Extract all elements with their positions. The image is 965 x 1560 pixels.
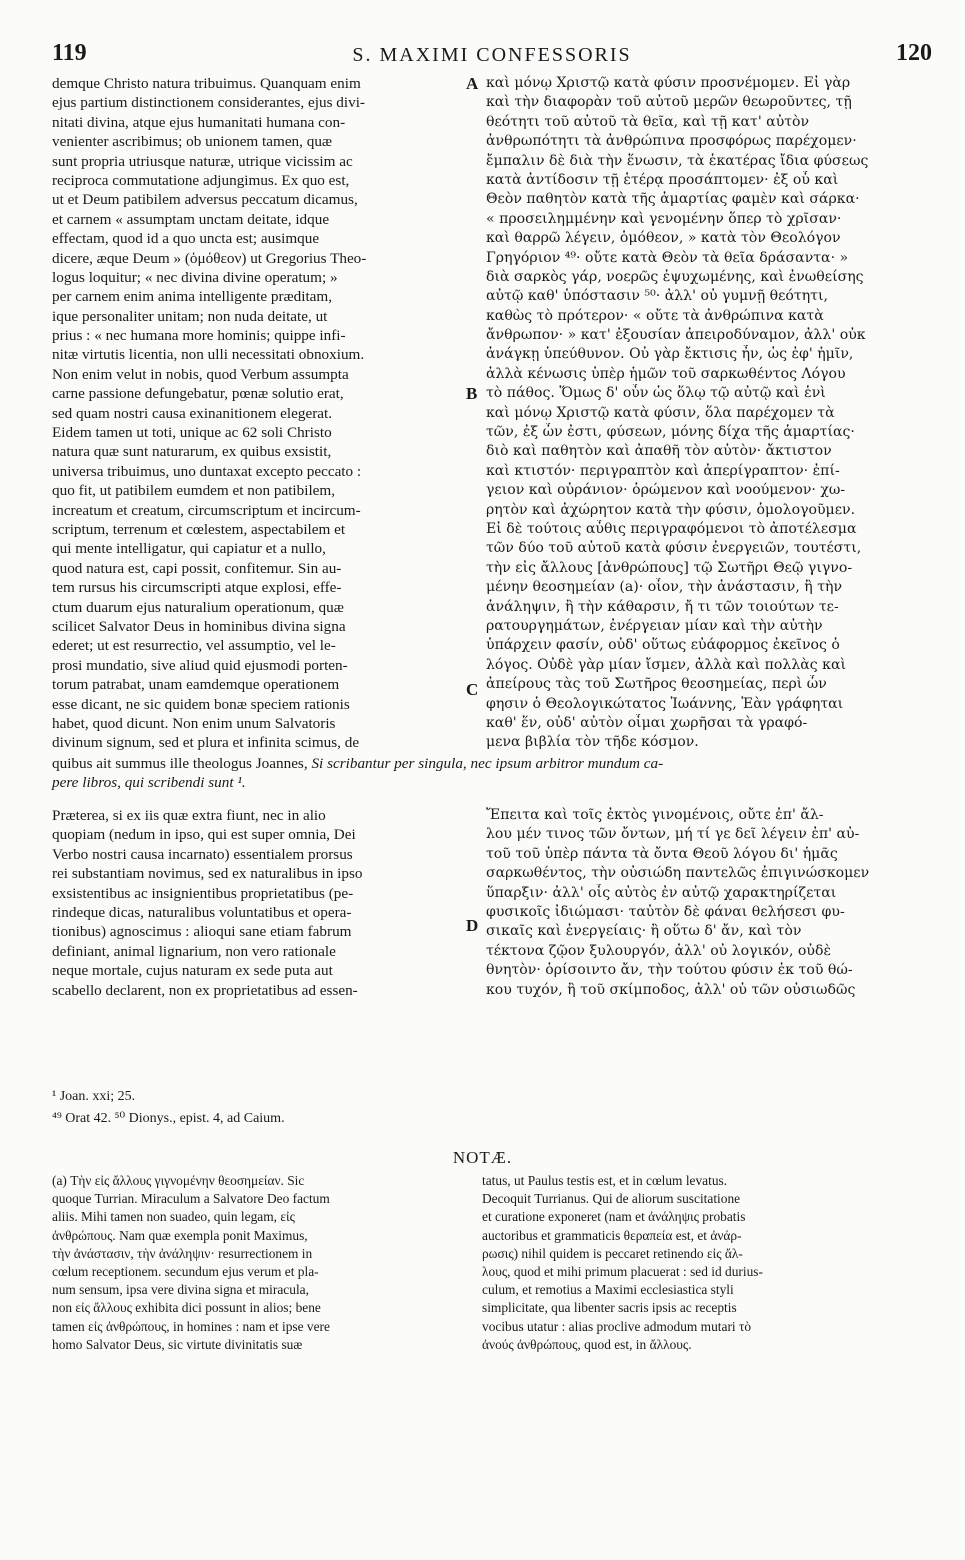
latin-line: Non enim velut in nobis, quod Verbum assumpta: [52, 365, 349, 383]
spanning-line: [52, 754, 912, 773]
greek-line: ρητὸν καὶ ἀχώρητον κατὰ τὴν φύσιν, ὁμολογοῦμεν.: [486, 501, 856, 518]
greek-line: Ἔπειτα καὶ τοῖς ἐκτὸς γινομένοις, οὔτε ἐπ' ἄλ-: [486, 807, 824, 823]
greek-line: τὸ πάθος. Ὅμως δ' οὖν ὡς ὅλῳ τῷ αὐτῷ καὶ ἑνὶ: [486, 385, 826, 402]
greek-line: Θεὸν παθητὸν κατὰ τῆς ἁμαρτίας φαμὲν καὶ σάρκα·: [486, 191, 860, 208]
note-line: aliis. Mihi tamen non suadeo, quin legam, εἰς: [52, 1209, 295, 1225]
latin-line: demque Christo natura tribuimus. Quanquam enim: [52, 75, 361, 92]
note-line: tamen εἰς ἀνθρώπους, in homines : nam et ipse vere: [52, 1318, 330, 1334]
footnotes: [52, 1086, 472, 1130]
spanning-text-italic: Si scribantur per singula, nec ipsum arbitror mundum ca-: [311, 755, 664, 772]
note-line: Decoquit Turrianus. Qui de aliorum suscitatione: [482, 1191, 741, 1207]
spanning-text-italic-2: pere libros, qui scribendi sunt ¹.: [52, 774, 246, 791]
greek-line: Γρηγόριον ⁴⁹· οὔτε κατὰ Θεὸν τὰ θεῖα δράσαντα· »: [486, 249, 849, 266]
greek-line: σαρκωθέντος, τὴν οὐσιώδη παντελῶς ἐπιγινώσκομεν: [486, 865, 870, 882]
note-line: culum, et remotius a Maximi ecclesiastica styli: [482, 1282, 734, 1298]
latin-line: rindeque dicas, naturalibus voluntatibus et opera-: [52, 903, 352, 921]
note-line: λους, quod et mihi primum placuerat : sed id durius-: [482, 1263, 763, 1279]
latin-line: torum patrabat, unam eamdemque operationem: [52, 676, 340, 694]
latin-line: qui mente intelligatur, qui capiatur et a nullo,: [52, 540, 326, 558]
latin-column: [52, 74, 462, 753]
latin-line: scabello declarent, non ex proprietatibus ad essen-: [52, 981, 358, 999]
margin-letter-d: D: [466, 916, 479, 935]
notes-left-column: [52, 1172, 457, 1354]
note-line: tatus, ut Paulus testis est, et in cœlum levatus.: [482, 1173, 728, 1188]
latin-line: ctum duarum ejus naturalium operationum, quæ: [52, 598, 344, 616]
latin-line: et carnem « assumptam unctam deitate, idque: [52, 210, 330, 228]
note-line: auctoribus et grammaticis θεραπεία est, et ἀνάρ-: [482, 1227, 742, 1243]
latin-line: Verbo nostri causa incarnato) essentialem prorsus: [52, 845, 353, 863]
greek-line: λου μέν τινος τῶν ὄντων, μή τί γε δεῖ λέγειν ἐπ' αὐ-: [486, 826, 860, 843]
latin-line: tem rursus his circumscripti atque explosi, effe-: [52, 579, 342, 597]
latin-line: quopiam (nedum in ipso, qui est super omnia, Dei: [52, 826, 356, 844]
greek-line: φησιν ὁ Θεολογικώτατος Ἰωάννης, Ἐὰν γράφηται: [486, 695, 844, 712]
greek-line: ρατουργημάτων, ἐνέργειαν μίαν καὶ τὴν αὐτὴν: [486, 617, 823, 634]
greek-line: τῶν, ἐξ ὧν ἐστι, φύσεων, μόνης δίχα τῆς ἁμαρτίας·: [486, 424, 855, 441]
greek-line: « προσειλημμένην καὶ γενομένην ὅπερ τὸ χρῖσαν·: [486, 210, 842, 227]
margin-letter-a: A: [466, 74, 479, 93]
note-line: ἀνθρώπους. Nam quæ exempla ponit Maximus,: [52, 1227, 308, 1243]
footnote-1: ¹ Joan. xxi; 25.: [52, 1089, 136, 1104]
greek-line: καθὼς τὸ πρότερον· « οὔτε τὰ ἀνθρώπινα κατὰ: [486, 307, 824, 324]
latin-line: divinum signum, sed et plura et infinita scimus, de: [52, 734, 360, 752]
latin-line: venienter ascribimus; ob unionem tamen, quæ: [52, 133, 333, 151]
spanning-text-roman: quibus ait summus ille theologus Joannes,: [52, 755, 308, 772]
latin-line: scilicet Salvator Deus in hominibus divina signa: [52, 617, 346, 635]
greek-line: καὶ μόνῳ Χριστῷ κατὰ φύσιν, ὅλα παρέχομεν τὰ: [486, 404, 835, 421]
greek-column-2: [486, 806, 906, 1000]
greek-line: θεότητι τοῦ αὐτοῦ τὰ θεῖα, καὶ τῇ κατ' αὐτὸν: [486, 113, 810, 130]
note-line: ἀνούς ἀνθρώπους, quod est, in ἄλλους.: [482, 1336, 692, 1352]
greek-line: τὴν εἰς ἄλλους [ἀνθρώπους] τῷ Σωτῆρι Θεῷ γιγνο-: [486, 559, 853, 576]
greek-line: γειον καὶ οὐράνιον· ὁρώμενον καὶ νοούμενον· χω-: [486, 482, 846, 499]
page-number-left: 119: [52, 40, 87, 66]
note-line: cœlum receptionem. secundum ejus verum et pla-: [52, 1263, 319, 1279]
latin-line: exsistentibus ac insignientibus proprietatibus (pe-: [52, 884, 354, 902]
greek-line: ὕπαρξιν· ἀλλ' οἷς αὐτὸς ἐν αὐτῷ χαρακτηρίζεται: [486, 884, 837, 901]
greek-line: σικαῖς καὶ ἐνεργείαις· ἢ οὕτω δ' ἄν, καὶ τὸν: [486, 923, 802, 940]
latin-line: definiant, animal lignarium, non vero rationale: [52, 942, 336, 960]
greek-line: διὰ σαρκὸς γάρ, νοερῶς ἐψυχωμένης, καὶ ἐνωθείσης: [486, 268, 864, 285]
latin-line: reciproca commutatione adjungimus. Ex quo est,: [52, 171, 350, 189]
latin-line: neque mortale, cujus naturam ex sede puta aut: [52, 962, 333, 980]
latin-line: ique personaliter unitam; non nuda deitate, ut: [52, 307, 328, 325]
latin-line: prosi mundatio, sive aliud quid ejusmodi porten-: [52, 656, 348, 674]
greek-column: [486, 74, 906, 753]
latin-line: increatum et creatum, circumscriptum et incircum-: [52, 501, 361, 519]
note-line: quoque Turrian. Miraculum a Salvatore Deo factum: [52, 1191, 330, 1207]
greek-line: ἄνθρωπον· » κατ' ἐξουσίαν ἀπειροδύναμον, ἀλλ' οὐκ: [486, 327, 866, 344]
latin-line: carne passione defungebatur, pœnæ solutio erat,: [52, 385, 344, 403]
latin-line: habet, quod dicunt. Non enim unum Salvatoris: [52, 714, 336, 732]
latin-line: effectam, quod id a quo uncta est; ausimque: [52, 230, 320, 248]
greek-line: τοῦ τοῦ ὑπὲρ πάντα τὰ ὄντα Θεοῦ λόγου δι' ἡμᾶς: [486, 845, 838, 862]
running-title: S. MAXIMI CONFESSORIS: [352, 44, 632, 66]
page-header: [52, 40, 932, 70]
latin-line: per carnem enim anima intelligente præditam,: [52, 288, 333, 306]
greek-line: καὶ μόνῳ Χριστῷ κατὰ φύσιν προσνέμομεν. Εἰ γὰρ: [486, 75, 851, 91]
greek-line: ὑπάρχειν φασίν, οὐδ' οὕτως εὐάφορμος ἐκεῖνος ὁ: [486, 637, 840, 654]
notae-heading: NOTÆ.: [452, 1148, 513, 1167]
note-line: homo Salvator Deus, sic virtute divinitatis suæ: [52, 1336, 303, 1352]
greek-line: ἀνθρωπότητι τὰ ἀνθρώπινα προσφόρως παρέχομεν·: [486, 133, 857, 150]
latin-line: Eidem tamen ut toti, unique ac 62 soli Christo: [52, 424, 332, 442]
note-line: τὴν ἀνάστασιν, τὴν ἀνάληψιν· resurrectionem in: [52, 1245, 313, 1261]
latin-line: sed quam nostri causa exinanitionem elegerat.: [52, 404, 333, 422]
latin-line: nitati divina, atque ejus humanitati humana con-: [52, 113, 346, 131]
note-line: ρωσις) nihil quidem is peccaret retinendo εἰς ἄλ-: [482, 1245, 743, 1261]
greek-line: αὐτῷ καθ' ὑπόστασιν ⁵⁰· ἀλλ' οὐ γυμνῇ θεότητι,: [486, 288, 828, 305]
greek-line: ἀλλὰ κένωσις ὑπὲρ ἡμῶν τοῦ σαρκωθέντος Λόγου: [486, 365, 846, 382]
note-line: et curatione exponeret (nam et ἀνάληψις probatis: [482, 1209, 746, 1225]
greek-line: μενα βιβλία τὸν τῆδε κόσμον.: [486, 734, 699, 751]
greek-line: τῶν δύο τοῦ αὐτοῦ κατὰ φύσιν ἐνεργειῶν, τουτέστι,: [486, 540, 862, 557]
latin-line: ut et Deum patibilem adversus peccatum dicamus,: [52, 191, 358, 209]
spanning-line-2: [52, 773, 912, 792]
greek-line: καὶ θαρρῶ λέγειν, ὁμόθεον, » κατὰ τὸν Θεολόγον: [486, 230, 841, 247]
greek-line: μένην θεοσημείαν (a)· οἷον, τὴν ἀνάστασιν, ἢ τὴν: [486, 579, 843, 596]
latin-line: scriptum, terrenum et cœlestem, aspectabilem et: [52, 520, 346, 538]
greek-line: διὸ καὶ παθητὸν καὶ ἀπαθῆ τὸν αὐτὸν· ἄκτιστον: [486, 443, 832, 460]
note-line: simplicitate, qua libenter sacris ipsis ac receptis: [482, 1300, 737, 1316]
notes-right-column: [482, 1172, 912, 1354]
latin-column-2: [52, 806, 462, 1000]
margin-letter-b: B: [466, 384, 478, 403]
latin-line: natura quæ sunt naturarum, ex quibus exsistit,: [52, 443, 332, 461]
latin-line: tionibus) agnoscimus : alioqui sane etiam fabrum: [52, 923, 352, 941]
greek-line: ἔμπαλιν δὲ διὰ τὴν ἕνωσιν, τὰ ἑκατέρας ἴδια φύσεως: [486, 152, 869, 169]
latin-line: prius : « nec humana more hominis; quippe infi-: [52, 327, 346, 345]
note-line: (a) Τὴν εἰς ἄλλους γιγνομένην θεοσημείαν. Sic: [52, 1173, 305, 1188]
latin-line: esse dicant, ne sic quidem bonæ speciem rationis: [52, 695, 350, 713]
page-number-right: 120: [896, 40, 932, 66]
latin-line: logus loquitur; « nec divina divine operatum; »: [52, 268, 338, 286]
latin-line: rei substantiam novimus, sed ex naturalibus in ipso: [52, 865, 363, 883]
greek-line: ἀνάληψιν, ἢ τὴν κάθαρσιν, ἤ τι τῶν τοιούτων τε-: [486, 598, 839, 615]
note-line: non εἰς ἄλλους exhibita dici possunt in alios; bene: [52, 1300, 321, 1316]
latin-line: sunt propria utriusque naturæ, utrique vicissim ac: [52, 152, 353, 170]
latin-line: dicere, æque Deum » (ὁμόθεον) ut Gregorius Theo-: [52, 249, 367, 267]
latin-line: ejus partium distinctionem considerantes, ejus divi-: [52, 94, 365, 112]
latin-line: quo fit, ut patibilem eumdem et non patibilem,: [52, 482, 336, 500]
greek-line: τέκτονα ζῷον ξυλουργόν, ἀλλ' οὐ λογικόν, οὐδὲ: [486, 942, 832, 959]
greek-line: Εἰ δὲ τούτοις αὖθις περιγραφόμενοι τὸ ἀποτέλεσμα: [486, 520, 857, 537]
latin-line: quod natura est, capi possit, confitemur. Sin au-: [52, 559, 342, 577]
greek-line: θνητὸν· ὁρίσοιντο ἄν, τὴν τούτου φύσιν ἐκ τοῦ θώ-: [486, 962, 853, 979]
footnote-2: ⁴⁹ Orat 42. ⁵⁰ Dionys., epist. 4, ad Caium.: [52, 1111, 285, 1126]
greek-line: φυσικοῖς ἰδιώμασι· ταὐτὸν δὲ φάναι θελήσεσι φυ-: [486, 903, 845, 920]
greek-line: ἀπείρους τὰς τοῦ Σωτῆρος θεοσημείας, περὶ ὧν: [486, 676, 827, 693]
note-line: vocibus utatur : alias proclive admodum mutari τὸ: [482, 1318, 752, 1334]
greek-line: καθ' ἕν, οὐδ' αὐτὸν οἶμαι χωρῆσαι τὰ γραφό-: [486, 714, 808, 731]
greek-line: ἀνάγκῃ ὑπεύθυνον. Οὐ γὰρ ἔκτισις ἦν, ὡς ἐφ' ἡμῖν,: [486, 346, 854, 363]
greek-line: καὶ τὴν διαφορὰν τοῦ αὐτοῦ μερῶν θεωροῦντες, τῇ: [486, 94, 852, 111]
greek-line: κατὰ ἀντίδοσιν τῇ ἑτέρᾳ προσάπτομεν· ἐξ οὗ καὶ: [486, 171, 839, 188]
note-line: num sensum, ipsa vere divina signa et miracula,: [52, 1282, 309, 1298]
latin-line: ederet; ut est resurrectio, vel assumptio, vel le-: [52, 637, 336, 655]
greek-line: κου τυχόν, ἢ τοῦ σκίμποδος, ἀλλ' οὐ τῶν οὐσιωδῶς: [486, 981, 856, 998]
greek-line: καὶ κτιστόν· περιγραπτὸν καὶ ἀπερίγραπτον· ἐπί-: [486, 462, 840, 479]
latin-line: universa tribuimus, uno duntaxat excepto peccato :: [52, 462, 362, 480]
latin-line: Præterea, si ex iis quæ extra fiunt, nec in alio: [52, 807, 326, 824]
margin-letter-c: C: [466, 680, 479, 699]
greek-line: λόγος. Οὐδὲ γὰρ μίαν ἴσμεν, ἀλλὰ καὶ πολλὰς καὶ: [486, 656, 846, 673]
latin-line: nitæ virtutis licentia, non ulli necessitati obnoxium.: [52, 346, 365, 364]
